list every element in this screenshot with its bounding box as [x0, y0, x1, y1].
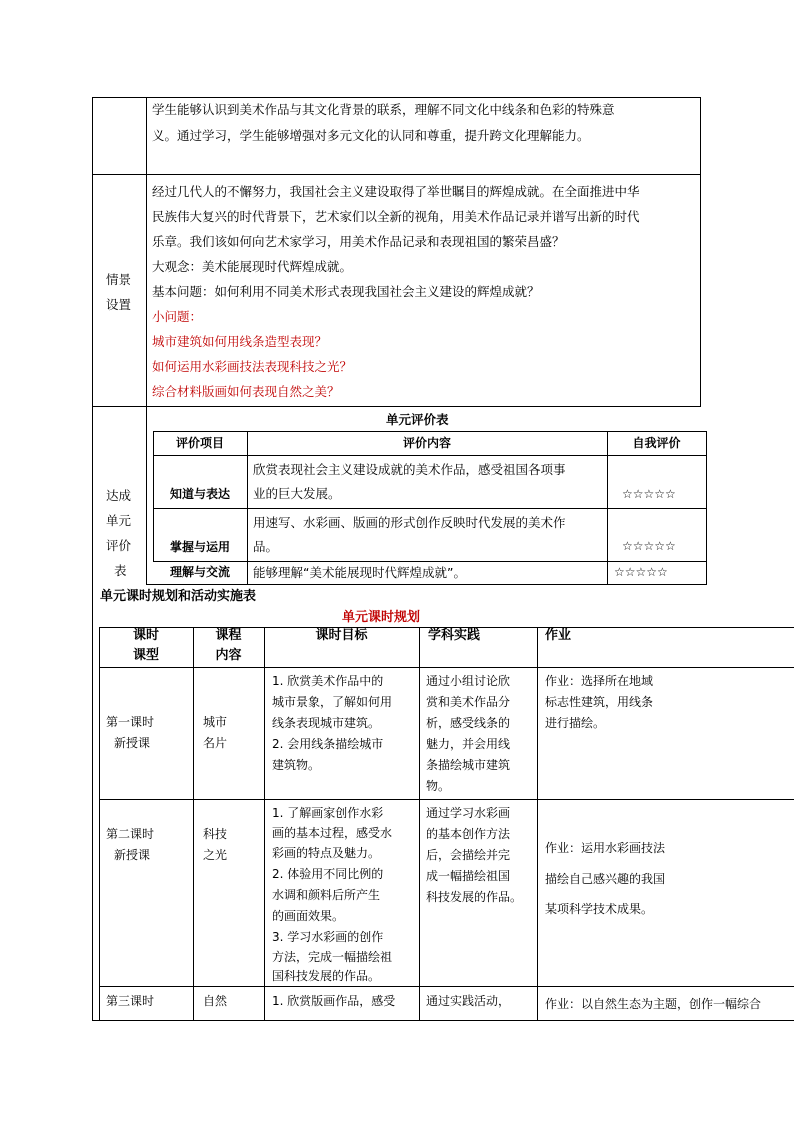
row1-goal-3: 线条表现城市建筑。 [272, 716, 381, 730]
scenario-label-2: 设置 [106, 297, 132, 312]
row1-practice-4: 魅力，并会用线 [426, 737, 511, 751]
row2-goal-6: 的画面效果。 [272, 909, 345, 923]
row2-goal-7: 3. 学习水彩画的创作 [272, 930, 384, 944]
eval-label-1: 达成 [106, 488, 132, 503]
eval-header-content: 评价内容 [402, 436, 451, 450]
row2-practice-2: 的基本创作方法 [426, 827, 511, 841]
row3-goal-1: 1. 欣赏版画作品，感受 [272, 994, 396, 1008]
eval-header-item: 评价项目 [175, 436, 224, 450]
scenario-intro-3: 乐章。我们该如何向艺术家学习，用美术作品记录和表现祖国的繁荣昌盛？ [152, 234, 565, 249]
row1-goal-2: 城市景象，了解如何用 [272, 695, 393, 709]
basic-question: 基本问题：如何利用不同美术形式表现我国社会主义建设的辉煌成就？ [152, 284, 540, 299]
scenario-intro-1: 经过几代人的不懈努力，我国社会主义建设取得了举世瞩目的辉煌成就。在全面推进中华 [152, 184, 640, 199]
row2-lesson-1: 第二课时 [106, 827, 155, 841]
row2-goal-2: 画的基本过程，感受水 [272, 826, 393, 840]
row1-goal-4: 2. 会用线条描绘城市 [272, 737, 384, 751]
eval-content-2a: 用速写、水彩画、版画的形式创作反映时代发展的美术作 [253, 515, 566, 530]
eval-item-1: 知道与表达 [169, 487, 230, 501]
row2-goal-4: 2. 体验用不同比例的 [272, 867, 384, 881]
row3-lesson-1: 第三课时 [106, 994, 155, 1008]
row2-practice-4: 成一幅描绘祖国 [426, 869, 511, 883]
eval-content-1b: 业的巨大发展。 [253, 486, 341, 501]
plan-header-lesson-1: 课时 [132, 628, 159, 643]
plan-header-goals: 课时目标 [315, 628, 368, 643]
small-question-label: 小问题： [152, 309, 203, 324]
plan-header-homework: 作业 [545, 628, 572, 643]
small-question-3: 综合材料版画如何表现自然之美？ [152, 384, 340, 399]
plan-header-content-2: 内容 [215, 648, 242, 663]
eval-content-1a: 欣赏表现社会主义建设成就的美术作品，感受祖国各项事 [253, 462, 566, 477]
row1-content-2: 名片 [203, 736, 228, 750]
row1-practice-5: 条描绘城市建筑 [426, 758, 511, 772]
eval-header-self: 自我评价 [632, 436, 681, 450]
row2-homework-3: 某项科学技术成果。 [545, 902, 654, 916]
row1-homework-2: 标志性建筑，用线条 [545, 695, 654, 709]
row2-practice-3: 后，会描绘并完 [426, 848, 511, 862]
row3-homework-1: 作业：以自然生态为主题，创作一幅综合 [545, 997, 762, 1011]
row1-lesson-1: 第一课时 [106, 715, 155, 729]
row2-homework-2: 描绘自己感兴趣的我国 [545, 872, 666, 886]
row2-goal-5: 水调和颜料后所产生 [272, 888, 381, 902]
plan-title: 单元课时规划 [342, 610, 421, 625]
row2-practice-1: 通过学习水彩画 [426, 806, 511, 820]
row3-practice-1: 通过实践活动， [426, 994, 511, 1008]
row1-practice-3: 析，感受线条的 [426, 716, 511, 730]
small-question-2: 如何运用水彩画技法表现科技之光？ [152, 359, 353, 374]
row2-homework-1: 作业：运用水彩画技法 [545, 841, 666, 855]
row2-lesson-2: 新授课 [114, 848, 151, 862]
eval-item-2: 掌握与运用 [169, 540, 230, 554]
row1-content-1: 城市 [203, 715, 228, 729]
eval-rating-2: ☆☆☆☆☆ [622, 539, 676, 553]
row1-homework-3: 进行描绘。 [545, 716, 606, 730]
small-question-1: 城市建筑如何用线条造型表现？ [152, 334, 328, 349]
plan-header-content-1: 课程 [215, 628, 242, 643]
row2-goal-3: 彩画的特点及魅力。 [272, 846, 381, 860]
row1-goal-5: 建筑物。 [272, 758, 321, 772]
eval-label-2: 单元 [106, 513, 132, 528]
row1-goal-1: 1. 欣赏美术作品中的 [272, 674, 384, 688]
row1-practice-6: 物。 [426, 779, 451, 793]
row2-content-1: 科技 [203, 827, 228, 841]
section-title: 单元课时规划和活动实施表 [100, 589, 257, 604]
plan-header-lesson-2: 课型 [132, 648, 159, 663]
eval-rating-3: ☆☆☆☆☆ [614, 565, 668, 579]
row2-content-2: 之光 [203, 848, 228, 862]
eval-rating-1: ☆☆☆☆☆ [622, 487, 676, 501]
plan-header-practice: 学科实践 [428, 628, 481, 643]
scenario-intro-2: 民族伟大复兴的时代背景下，艺术家们以全新的视角，用美术作品记录并谱写出新的时代 [152, 209, 640, 224]
eval-item-3: 理解与交流 [169, 565, 230, 579]
eval-label-4: 表 [114, 563, 127, 578]
eval-content-2b: 品。 [253, 539, 279, 554]
row1-practice-1: 通过小组讨论欣 [426, 674, 511, 688]
eval-table-title: 单元评价表 [386, 412, 449, 427]
row3-content-1: 自然 [203, 994, 228, 1008]
intro-line-2: 义。通过学习，学生能够增强对多元文化的认同和尊重，提升跨文化理解能力。 [152, 128, 590, 143]
row1-practice-2: 赏和美术作品分 [426, 695, 511, 709]
row2-goal-9: 国科技发展的作品。 [272, 969, 381, 983]
row1-homework-1: 作业：选择所在地域 [545, 674, 654, 688]
scenario-label-1: 情景 [106, 272, 132, 287]
row1-lesson-2: 新授课 [114, 736, 151, 750]
row2-goal-1: 1. 了解画家创作水彩 [272, 806, 384, 820]
eval-content-3a: 能够理解“美术能展现时代辉煌成就”。 [253, 565, 466, 580]
eval-label-3: 评价 [106, 538, 132, 553]
big-concept: 大观念：美术能展现时代辉煌成就。 [152, 259, 353, 274]
row2-practice-5: 科技发展的作品。 [426, 890, 523, 904]
row2-goal-8: 方法，完成一幅描绘祖 [272, 950, 393, 964]
intro-line-1: 学生能够认识到美术作品与其文化背景的联系，理解不同文化中线条和色彩的特殊意 [152, 102, 615, 117]
